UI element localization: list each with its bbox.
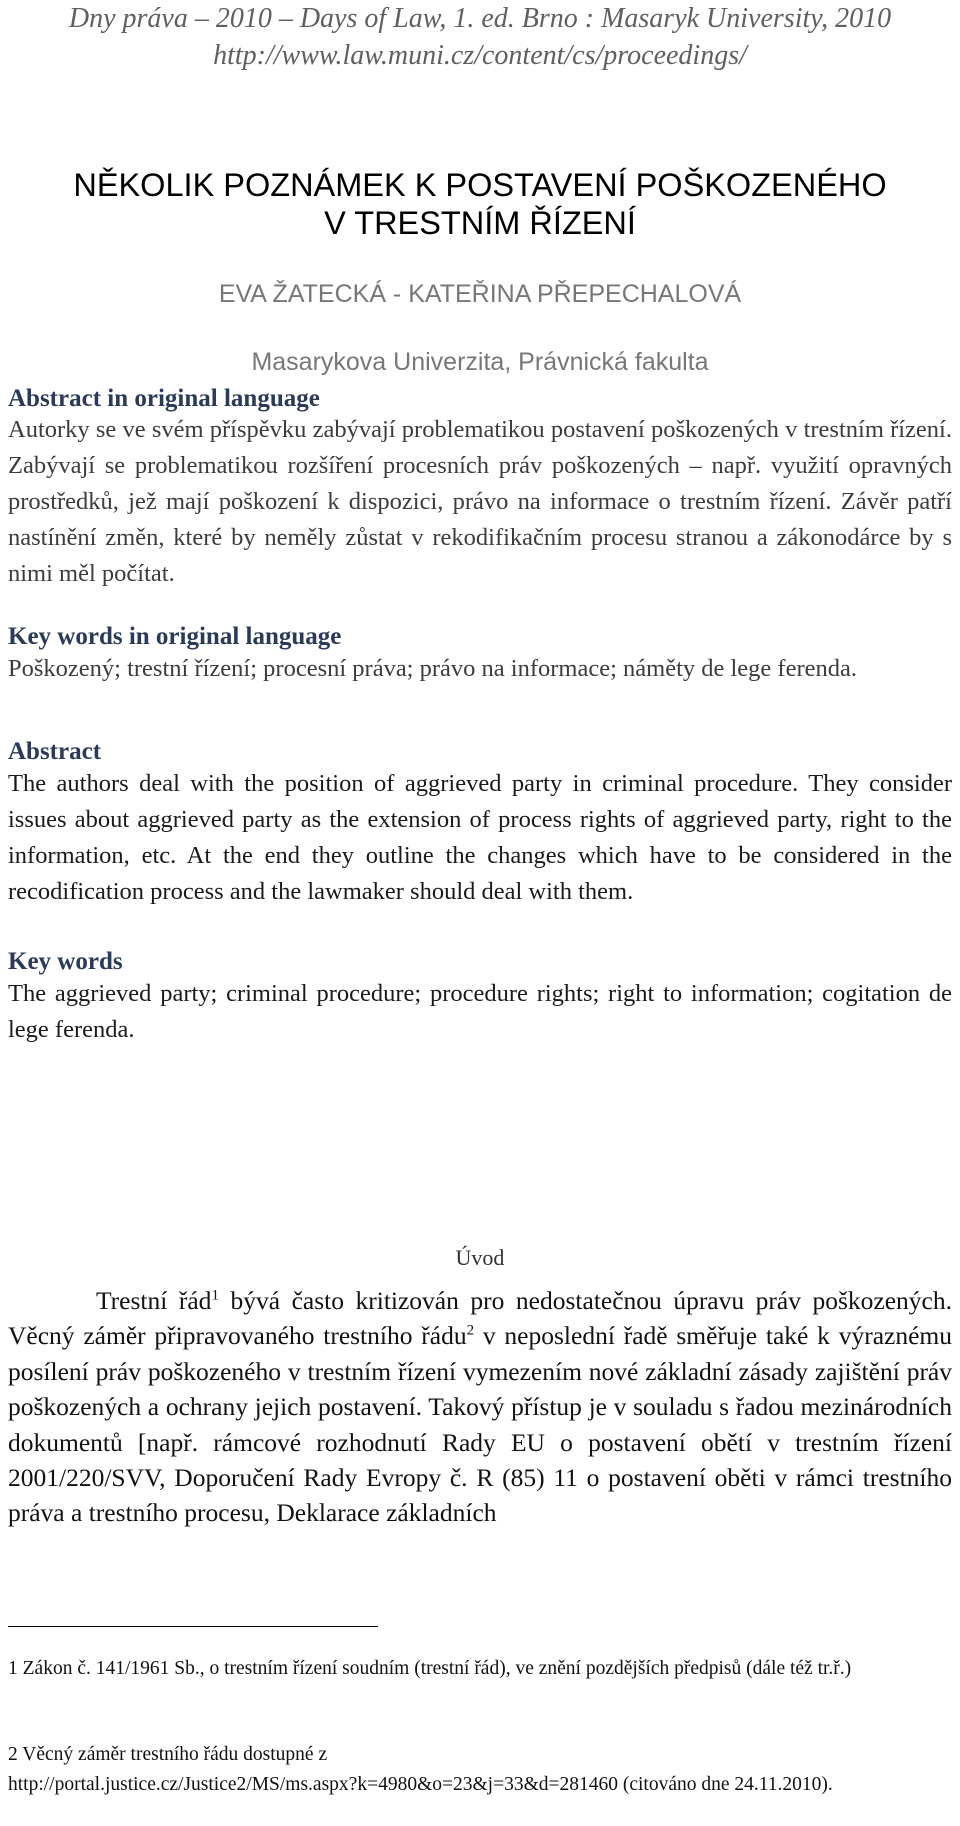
running-header-url: http://www.law.muni.cz/content/cs/proceedings/: [213, 40, 747, 71]
authors: EVA ŽATECKÁ - KATEŘINA PŘEPECHALOVÁ: [218, 280, 742, 308]
running-header-citation: Dny práva – 2010 – Days of Law, 1. ed. Brno : Masaryk University, 2010: [68, 3, 892, 34]
footnote-2-line-1: 2 Věcný záměr trestního řádu dostupné z: [8, 1744, 328, 1765]
footnote-ref-1[interactable]: 1: [211, 1287, 219, 1304]
keywords-text: The aggrieved party; criminal procedure; procedure rights; right to information; cogitation de lege ferenda.: [8, 980, 952, 1043]
abstract-text: The authors deal with the position of aggrieved party in criminal procedure. They consider issues about aggrieved party as the extension of process rights of aggrieved party, right to the information, etc. At the end they outline the changes which have to be considered in the recodification process and the lawmaker should deal with them.: [8, 770, 952, 905]
keywords-heading: Key words: [8, 948, 123, 975]
paper-title: [8, 166, 952, 242]
intro-text-part-3: v neposlední řadě směřuje také k výraznému posílení práv poškozeného v trestním řízení vymezením nové základní zásady zajištění práv poškozených a ochrany jejich postavení. Takový přístup je v souladu s řadou mezinárodních dokumentů [např. rámcové rozhodnutí Rady EU o postavení obětí v trestním řízení 2001/220/SVV, Doporučení Rady Evropy č. R (85) 11 o postavení oběti v rámci trestního práva a trestního procesu, Deklarace základních: [8, 1321, 952, 1528]
affiliation: Masarykova Univerzita, Právnická fakulta: [251, 348, 709, 376]
intro-heading: Úvod: [455, 1245, 505, 1270]
running-header: [8, 0, 952, 74]
keywords-original-heading: Key words in original language: [8, 623, 342, 650]
paper-title-line-1: NĚKOLIK POZNÁMEK K POSTAVENÍ POŠKOZENÉHO: [73, 167, 887, 203]
abstract-original-heading: Abstract in original language: [8, 385, 320, 412]
abstract-heading: Abstract: [8, 738, 102, 765]
intro-text-part-1: Trestní řád: [96, 1286, 212, 1315]
footnote-2-url[interactable]: http://portal.justice.cz/Justice2/MS/ms.aspx?k=4980&o=23&j=33&d=281460 (citováno dne 24.11.2010).: [8, 1774, 833, 1795]
footnote-separator: [8, 1626, 378, 1627]
intro-paragraph: [8, 1283, 952, 1531]
footnote-2: [8, 1740, 952, 1800]
footnote-1: 1 Zákon č. 141/1961 Sb., o trestním řízení soudním (trestní řád), ve znění pozdějších předpisů (dále též tr.ř.): [8, 1658, 852, 1679]
paper-title-line-2: V TRESTNÍM ŘÍZENÍ: [324, 205, 636, 241]
intro-text-part-2: bývá často kritizován pro nedostatečnou úpravu práv poškozených. Věcný záměr připravovaného trestního řádu: [8, 1286, 952, 1351]
footnote-ref-2[interactable]: 2: [466, 1322, 475, 1339]
keywords-original-text: Poškozený; trestní řízení; procesní práva; právo na informace; náměty de lege ferenda.: [8, 655, 857, 682]
abstract-original-text: Autorky se ve svém příspěvku zabývají problematikou postavení poškozených v trestním řízení. Zabývají se problematikou rozšíření procesních práv poškozených – např. využití opravných prostředků, jež mají poškození k dispozici, právo na informace o trestním řízení. Závěr patří nastínění změn, které by neměly zůstat v rekodifikačním procesu stranou a zákonodárce by s nimi měl počítat.: [8, 416, 952, 587]
